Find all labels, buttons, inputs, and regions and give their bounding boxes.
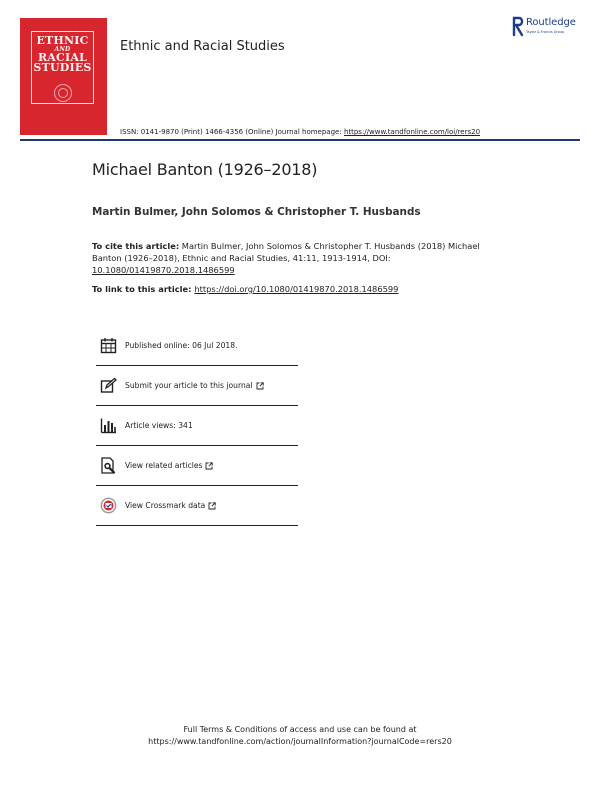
citation-doi-link[interactable]: 10.1080/01419870.2018.1486599 [92,265,235,275]
external-link-icon [205,462,213,470]
article-title: Michael Banton (1926–2018) [92,160,318,179]
footer-terms-text: Full Terms & Conditions of access and use can be found at [183,725,417,734]
footer [0,724,600,748]
routledge-logo-icon [511,16,525,38]
journal-homepage-link[interactable]: https://www.tandfonline.com/loi/rers20 [343,128,481,136]
cover-seal-icon [54,84,72,102]
cover-issue-strip [26,22,101,25]
citation-block [92,240,492,276]
article-link-block [92,284,398,294]
publisher-tagline: Taylor & Francis Group [526,30,565,34]
external-link-icon [256,382,264,390]
submit-article-row[interactable] [96,366,298,406]
related-articles-label: View related articles [125,461,203,470]
search-document-icon [100,457,117,474]
crossmark-row[interactable] [96,486,298,526]
issn-text: ISSN: 0141-9870 (Print) 1466-4356 (Online) Journal homepage: [120,128,344,136]
cover-title-line2: RACIAL [37,51,88,64]
article-views-label: Article views: 341 [125,421,193,430]
cover-publisher-mark [20,127,107,131]
issn-line [120,128,480,136]
citation-text: Martin Bulmer, John Solomos & Christopher T. Husbands (2018) Michael Banton (1926–2018), Ethnic and Racial Studies, 41:11, 1913-1914, DOI: [92,241,480,263]
calendar-icon [100,337,117,354]
publisher-logo[interactable] [511,16,589,42]
header-divider [20,139,580,141]
edit-icon [100,377,117,394]
footer-terms-link[interactable]: https://www.tandfonline.com/action/journalInformation?journalCode=rers20 [148,737,452,746]
article-link-label: To link to this article: [92,284,195,294]
related-articles-row[interactable] [96,446,298,486]
crossmark-icon [100,497,117,514]
citation-label: To cite this article: [92,241,180,251]
published-online-row [96,326,298,366]
submit-article-label: Submit your article to this journal [125,381,253,390]
cover-title-box [31,31,94,104]
published-online-label: Published online: 06 Jul 2018. [125,341,238,350]
article-authors: Martin Bulmer, John Solomos & Christopher T. Husbands [92,206,421,218]
external-link-icon [208,502,216,510]
publisher-name: Routledge [526,17,576,28]
article-views-row [96,406,298,446]
cover-title-line3: STUDIES [33,61,92,74]
cover-title-line1: ETHNIC [36,34,89,47]
journal-name[interactable]: Ethnic and Racial Studies [120,39,285,54]
cover-title [32,36,93,73]
article-actions [96,326,298,526]
journal-cover [20,18,107,135]
crossmark-label: View Crossmark data [125,501,206,510]
cover-title-and: AND [54,46,71,53]
article-doi-link[interactable]: https://doi.org/10.1080/01419870.2018.1486599 [194,284,399,294]
bar-chart-icon [100,417,117,434]
